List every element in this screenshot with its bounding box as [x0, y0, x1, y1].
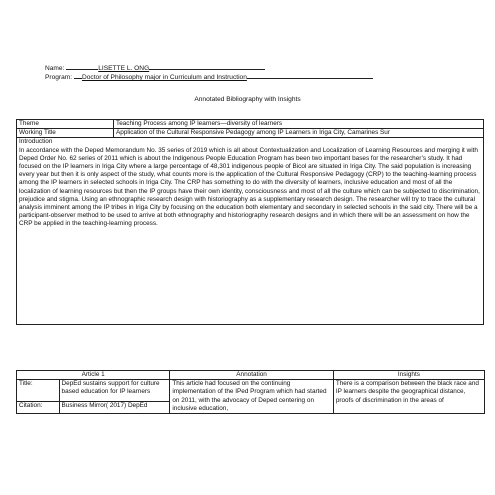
- citation-label: Citation:: [17, 402, 60, 414]
- theme-label: Theme: [17, 120, 114, 129]
- article-table: [16, 370, 485, 414]
- name-value: LISETTE L. ONG: [98, 65, 150, 72]
- title-value: DepEd sustains support for culture based education for IP learners: [59, 380, 170, 402]
- working-title-value: Application of the Cultural Responsive Pedagogy among IP Learners in Iriga City, Camarines Sur: [114, 129, 484, 138]
- theme-row: [17, 120, 484, 129]
- insights-header: Insights: [333, 371, 484, 380]
- introduction-label: Introduction: [19, 138, 53, 146]
- introduction-row: [17, 138, 484, 325]
- article-header: Article 1: [17, 371, 170, 380]
- program-blank-suffix: [247, 72, 373, 79]
- program-line: [45, 72, 373, 82]
- program-value: Doctor of Philosophy major in Curriculum and Instruction: [81, 74, 247, 81]
- annotation-header: Annotation: [170, 371, 333, 380]
- name-blank-prefix: [66, 63, 98, 70]
- introduction-text: In accordance with the Deped Memorandum No. 35 series of 2019 which is all about Contextualization and Localization of Learning Resources and merging it with Deped Order No. 62 series of 2011 which is about the Indigenous People Education Program has been two important bases for the researcher’s study. It had focused on the IP learners in Iriga City where a large percentage of 48,301 indigenous people of Bicol are situated in Iriga City. The said population is increasing every year but then it is only aspect of the study, what counts more is the application of the Cultural Responsive Pedagogy (CRP) to the teaching-learning process among the IP learners in selected schools in Iriga City. The CRP has something to do with the diversity of learners, inclusive education and most of all the localization of learning resources but then the IP groups have their own identity, consciousness and most of all the culture which can be subjected to discrimination, prejudice and stigma. Using an ethnographic research design with historiography as a supplementary research design. The researcher will try to trace the cultural analysis imminent among the IP tribes in Iriga City by focusing on the education both elementary and secondary in selected schools in the said city. There will be a participant-observer method to be used to arrive at both ethnography and historiography research designs and in which there will be an assessment on how the CRP be applied in the teaching-learning process.: [19, 146, 480, 228]
- working-title-row: [17, 129, 484, 138]
- name-blank-suffix: [149, 63, 265, 70]
- title-label: Title:: [17, 380, 60, 402]
- document-title: Annotated Bibliography with Insights: [194, 96, 301, 103]
- article-header-row: [17, 371, 485, 380]
- theme-value: Teaching Process among IP learners—diversity of learners: [114, 120, 484, 129]
- introduction-cell: [17, 138, 484, 325]
- name-label: Name:: [45, 65, 65, 72]
- citation-value: Business Mirror( 2017) DepEd: [59, 402, 170, 414]
- program-blank-prefix: [74, 72, 82, 79]
- annotation-text: This article had focused on the continuing implementation of the IPed Program which had started on 2011, with the advocacy of Deped centering on inclusive education,: [170, 380, 333, 414]
- working-title-label: Working Title: [17, 129, 114, 138]
- article-title-row: [17, 380, 485, 402]
- insights-text: There is a comparison between the black race and IP learners despite the geographical distance, proofs of discrimination in the areas of: [333, 380, 484, 414]
- program-label: Program:: [45, 74, 73, 81]
- bibliography-main-table: [16, 119, 484, 325]
